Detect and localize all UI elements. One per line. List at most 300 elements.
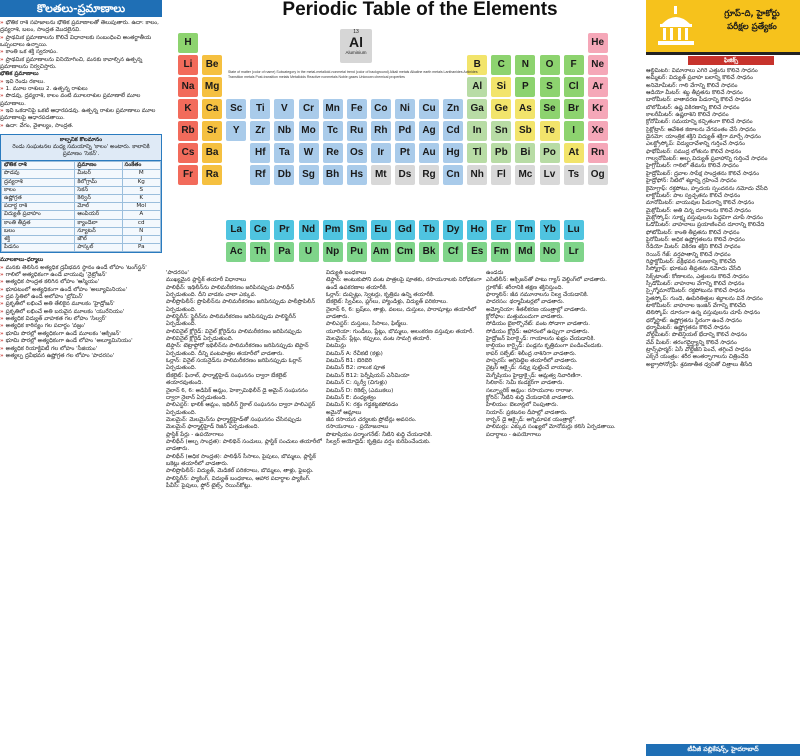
text-line: » ప్రాథమిక ప్రమాణాలను వినియోగించి, మనకు కావాల్సిన ఉత్పన్న ప్రమాణాలను నిర్వచిస్తారు. xyxy=(0,57,162,72)
table-row xyxy=(2,211,161,219)
table-cell: పదార్థ రాశి xyxy=(2,203,75,211)
table-cell: న్యూటన్ xyxy=(75,227,122,235)
element-au xyxy=(419,143,439,163)
element-bi xyxy=(515,143,535,163)
element-symbol: Br xyxy=(568,103,580,114)
element-rb xyxy=(178,121,198,141)
text-line: బొలోమీటర్: ఉష్ణ వికిరణాన్ని కొలిచే సాధనం xyxy=(646,104,740,111)
element-symbol: S xyxy=(546,81,553,92)
element-ds xyxy=(395,165,415,185)
text-line: నియాన్: ప్రకటనల దీపాల్లో వాడతారు. xyxy=(486,409,568,416)
text-line: ఫోటోమీటర్: కాంతి తీవ్రతను కొలిచే సాధనం xyxy=(646,229,740,236)
element-symbol: Au xyxy=(422,147,436,158)
text-line: విటమిన్ C: స్కర్వీ (చిగుళ్లు) xyxy=(326,380,388,387)
element-rn xyxy=(588,143,608,163)
table-row xyxy=(2,170,161,178)
element-cf xyxy=(443,242,463,262)
element-symbol: Li xyxy=(183,59,193,70)
element-symbol: Ta xyxy=(278,147,290,158)
text-line: పొటాషియం పర్మాంగనేట్: నీటిని శుద్ధి చేయడానికి. xyxy=(326,431,433,438)
element-symbol: No xyxy=(542,246,557,257)
element-symbol: Rh xyxy=(374,125,388,136)
element-sm xyxy=(347,220,367,240)
text-line: అమ్మోనియా: శీతలీకరణ యంత్రాల్లో వాడతారు. xyxy=(486,306,588,313)
element-ta xyxy=(274,143,294,163)
element-mg xyxy=(202,77,222,97)
table-cell: K xyxy=(122,194,161,202)
element-tm xyxy=(515,220,535,240)
element-o xyxy=(540,55,560,75)
text-line: ఫార్మాలిన్: జీవ నమూనాలను నిల్వ చేయడానికి. xyxy=(486,292,589,299)
text-line: » అత్యధిక విద్యుత్ వాహకత గల లోహం 'సిల్వర్' xyxy=(0,316,162,323)
element-symbol: Es xyxy=(471,246,484,257)
element-symbol: Eu xyxy=(374,224,388,235)
element-yb xyxy=(540,220,560,240)
text-line: » అత్యధిక కాఠిన్యం గల పదార్థం 'వజ్రం' xyxy=(0,323,162,330)
element-i xyxy=(564,121,584,141)
text-line: ముఖ్యమైన ప్లాస్టిక్ తయారీ విధానాలు xyxy=(166,277,247,284)
table-row xyxy=(2,219,161,227)
text-line: టాకోమీటర్: వాహనాల ఇంజిన్ వేగాన్ని కొలిచేది xyxy=(646,303,746,309)
text-line: రసాయనాలు - ప్రయోజనాలు xyxy=(326,424,389,431)
middle-column-3 xyxy=(486,270,642,756)
element-cl xyxy=(564,77,584,97)
element-ag xyxy=(419,121,439,141)
table-cell: కెల్విన్ xyxy=(75,194,122,202)
left-intro xyxy=(0,20,162,71)
element-sr xyxy=(202,121,222,141)
sub-heading-units: భౌతిక ప్రమాణాలు xyxy=(0,71,39,78)
element-as xyxy=(515,99,535,119)
element-symbol: Xe xyxy=(591,125,604,136)
units-table-title: కాల్పనిక కొలమానం xyxy=(59,137,103,144)
element-cs xyxy=(178,143,198,163)
element-no xyxy=(540,242,560,262)
element-symbol: Bh xyxy=(325,169,340,180)
text-line: క్లోరోఫాం: మత్తుమందుగా వాడతారు. xyxy=(486,314,564,321)
element-ra xyxy=(202,165,222,185)
element-eu xyxy=(371,220,391,240)
element-symbol: Hs xyxy=(350,169,364,180)
element-symbol: Ca xyxy=(205,103,219,114)
element-ts xyxy=(564,165,584,185)
element-symbol: Ac xyxy=(229,246,243,257)
element-symbol: Ar xyxy=(592,81,604,92)
units-table-caption: రెండు సంఘటనల మధ్య సమయాన్ని 'కాలం' అంటారు. కాలానికి ప్రమాణం 'సెకన్'. xyxy=(12,144,150,158)
element-u xyxy=(299,242,319,262)
element-symbol: Re xyxy=(326,147,339,158)
text-line: ఓర్లాన్: దుప్పట్లు, స్వెటర్లు, కృత్రిమ ఉన్ని తయారీకి. xyxy=(326,292,435,299)
element-symbol: La xyxy=(230,224,243,235)
table-cell: J xyxy=(122,235,161,243)
text-line: » ప్రకృతిలో లభించే అతి బరువైన మూలకం 'యురేనియం' xyxy=(0,309,162,316)
element-symbol: Al xyxy=(472,81,483,92)
text-line: ప్లాస్టిక్ పేర్లు - ఉపయోగాలు xyxy=(166,431,224,438)
element-ba xyxy=(202,143,222,163)
element-fr xyxy=(178,165,198,185)
table-cell: కాంతి తీవ్రత xyxy=(2,219,75,227)
element-cm xyxy=(395,242,415,262)
element-symbol: Zr xyxy=(255,125,266,136)
table-row xyxy=(2,227,161,235)
element-symbol: Cr xyxy=(302,103,315,114)
table-row xyxy=(2,186,161,194)
table-cell: S xyxy=(122,186,161,194)
units-table-col-header: సంకేతం xyxy=(122,162,161,170)
element-symbol: Tm xyxy=(517,224,533,235)
text-line: సల్ఫ్యూరిక్ ఆమ్లం: రసాయనాల రారాజు. xyxy=(486,387,574,394)
text-line: » పొడవు, ద్రవ్యరాశి, కాలం వంటి మూలరాశుల ప్రమాణాలే మూల ప్రమాణాలు. xyxy=(0,93,162,108)
element-pr xyxy=(274,220,294,240)
element-symbol: Rb xyxy=(181,125,195,136)
table-row xyxy=(2,178,161,186)
element-hf xyxy=(250,143,270,163)
table-cell: ద్రవ్యరాశి xyxy=(2,178,75,186)
element-es xyxy=(467,242,487,262)
units-table xyxy=(1,161,161,252)
text-line: » ఉదా: వేగం, వైశాల్యం, సాంద్రత. xyxy=(0,123,162,130)
text-line: హైగ్రోమీటర్: గాలిలో తేమను కొలిచే సాధనం xyxy=(646,163,739,170)
table-row xyxy=(2,235,161,243)
middle-column-2 xyxy=(326,270,482,756)
element-symbol: Co xyxy=(374,103,388,114)
element-symbol: Nd xyxy=(301,224,316,235)
element-symbol: Cl xyxy=(568,81,579,92)
sample-name: Aluminium xyxy=(345,50,367,55)
text-line: పాలిథీన్ (అధిక సాంద్రత): పాలిథీన్ సీసాలు, పైపులు, బొమ్మలు, ప్లాస్టిక్ బకెట్లు తయారీలో వాడతారు. xyxy=(166,453,316,467)
text-line: నైట్రస్ ఆక్సైడ్: నవ్వు పుట్టించే వాయువు. xyxy=(486,365,574,372)
text-line: పీవీసీ: పైపులు, ఫ్లోర్ టైల్స్, రెయిన్‌కోట్లు. xyxy=(166,482,252,489)
element-xe xyxy=(588,121,608,141)
element-symbol: Po xyxy=(543,147,556,158)
text-line: అమైనో ఆమ్లాలు xyxy=(326,409,362,416)
text-line: పాలిథీన్ (అల్ప సాంద్రత): పాలిథిన్ సంచులు, ప్లాస్టిక్ సంచులు తయారీలో వాడతారు. xyxy=(166,438,322,453)
element-symbol: Cf xyxy=(447,246,459,257)
element-ac xyxy=(226,242,246,262)
element-symbol: Pt xyxy=(399,147,410,158)
text-line: పాలిథీన్: ఇథిలీన్‌ను పాలిమరీకరణం జరిపినప్పుడు పాలిథీన్ ఏర్పడుతుంది. దీని వాడకం చాలా ఎక్కువ. xyxy=(166,284,295,299)
element-symbol: Og xyxy=(590,169,605,180)
element-be xyxy=(202,55,222,75)
periodic-table-title: Periodic Table of the Elements xyxy=(282,0,558,20)
text-line: పాలీప్రొపిలీన్: ప్రొపిలీన్‌ను పాలిమరీకరణం జరిపినప్పుడు పాలీప్రొపిలీన్ ఏర్పడుతుంది. xyxy=(166,299,316,313)
text-line: విటమిన్ B12: పెర్నీషియస్ ఎనీమియా xyxy=(326,372,410,379)
left-header: కొలతలు-ప్రమాణాలు xyxy=(0,0,162,17)
element-symbol: Ga xyxy=(470,103,484,114)
text-line: స్పైగ్మోమానోమీటర్: రక్తపోటును కొలిచే సాధనం xyxy=(646,288,746,295)
element-symbol: Na xyxy=(181,81,195,92)
text-line: ఉండదు xyxy=(486,270,504,276)
element-si xyxy=(491,77,511,97)
text-line: విటమిన్ K: రక్తం గడ్డకట్టకపోవడం xyxy=(326,402,399,409)
text-line: పాలిఎస్టర్: థాలిక్ ఆమ్లం, ఇథిలీన్ గ్లైకాల్ సంఘననం ద్వారా పాలిఎస్టర్ ఏర్పడుతుంది. xyxy=(166,402,316,416)
element-symbol: Lu xyxy=(567,224,580,235)
element-symbol: Rg xyxy=(422,169,436,180)
text-line: టెఫ్లాన్: అంటుకుపోని వంట పాత్రలపై పూతకు, రసాయనాలకు నిరోధకంగా ఉండే ఉపకరణాల తయారీకి. xyxy=(326,277,482,291)
element-db xyxy=(274,165,294,185)
element-symbol: Pb xyxy=(494,147,508,158)
element-ti xyxy=(250,99,270,119)
element-k xyxy=(178,99,198,119)
element-pm xyxy=(323,220,343,240)
text-line: కార్బన్ డై ఆక్సైడ్: అగ్నిమాపక యంత్రాల్లో. xyxy=(486,416,577,423)
element-symbol: Rn xyxy=(591,147,605,158)
element-symbol: Kr xyxy=(592,103,604,114)
text-line: అనిమోమీటర్: గాలి వేగాన్ని కొలిచే సాధనం xyxy=(646,82,738,89)
text-line: సీస్మోగ్రాఫ్: భూకంప తీవ్రతను నమోదు చేసేది xyxy=(646,266,741,273)
table-cell: క్యాండెలా xyxy=(75,219,122,227)
text-line: పైరోమీటర్: అధిక ఉష్ణోగ్రతలను కొలిచే సాధనం xyxy=(646,236,745,243)
text-line: మానోమీటర్: వాయువుల పీడనాన్ని కొలిచే సాధనం xyxy=(646,200,755,207)
text-line: బారోమీటర్: వాతావరణ పీడనాన్ని కొలిచే సాధనం xyxy=(646,97,752,104)
text-line: కాపర్ సల్ఫేట్: శిలీంద్ర నాశినిగా వాడతారు. xyxy=(486,350,577,357)
element-la xyxy=(226,220,246,240)
table-cell: Mol xyxy=(122,203,161,211)
element-ir xyxy=(371,143,391,163)
element-symbol: Fr xyxy=(183,169,193,180)
element-sc xyxy=(226,99,246,119)
element-symbol: Mg xyxy=(204,81,220,92)
element-pa xyxy=(274,242,294,262)
element-symbol: Rf xyxy=(255,169,266,180)
element-na xyxy=(178,77,198,97)
text-line: » భూపటంలో అత్యధికంగా ఉండే లోహం 'అల్యూమినియం' xyxy=(0,287,162,294)
element-symbol: P xyxy=(522,81,529,92)
element-symbol: At xyxy=(568,147,579,158)
element-symbol: Bi xyxy=(520,147,531,158)
publisher-footer: టీవీజీ పబ్లికేషన్స్, హైదరాబాద్ xyxy=(646,744,800,756)
text-line: సైక్లోట్రాన్: ఆవేశిత కణాలను వేగవంతం చేసే సాధనం xyxy=(646,126,756,133)
element-symbol: Fl xyxy=(496,169,506,180)
text-line: విటమిన్ E: వంధ్యత్వం xyxy=(326,394,376,401)
element-symbol: Mt xyxy=(374,169,387,180)
text-line: థర్మామీటర్: ఉష్ణోగ్రతను కొలిచే సాధనం xyxy=(646,325,730,332)
table-cell: సెకన్ xyxy=(75,186,122,194)
element-symbol: Ir xyxy=(377,147,385,158)
element-ar xyxy=(588,77,608,97)
element-symbol: Si xyxy=(496,81,507,92)
element-symbol: Pm xyxy=(324,224,341,235)
text-line: » ఇవి రెండు రకాలు. xyxy=(0,79,162,86)
table-cell: కాలం xyxy=(2,186,75,194)
element-sb xyxy=(515,121,535,141)
element-symbol: Sn xyxy=(494,125,508,136)
table-cell: ఉష్ణోగ్రత xyxy=(2,194,75,202)
text-line: సిలికాన్: సెమీ కండక్టర్‌గా వాడతారు. xyxy=(486,380,565,387)
element-ru xyxy=(347,121,367,141)
element-w xyxy=(299,143,319,163)
element-br xyxy=(564,99,584,119)
element-md xyxy=(515,242,535,262)
table-cell: Pa xyxy=(122,244,161,252)
text-line: పాలిస్టైరీన్: స్టైరీన్‌ను పాలిమరీకరణం జరిపినప్పుడు పాలిస్టైరీన్ ఏర్పడుతుంది. xyxy=(166,314,296,328)
physics-section-label: ఫిజిక్స్ xyxy=(688,56,774,65)
text-line: » ప్రకృతిలో లభించే అతి తేలికైన మూలకం 'హైడ్రోజన్' xyxy=(0,301,162,308)
element-symbol: Md xyxy=(518,246,533,257)
table-cell: A xyxy=(122,211,161,219)
sample-symbol: Al xyxy=(349,34,363,50)
element-symbol: Pu xyxy=(350,246,364,257)
text-line: క్రోనోమీటర్: సమయాన్ని కచ్చితంగా కొలిచే సాధనం xyxy=(646,119,753,126)
text-line: విటమిన్ D: రికెట్స్ (ఎముకలు) xyxy=(326,387,394,394)
element-c xyxy=(491,55,511,75)
text-line: గ్లూకోజ్: శరీరానికి తక్షణ శక్తినిస్తుంది. xyxy=(486,284,564,291)
text-line: కైమోగ్రాఫ్: రక్తపోటు, హృదయ స్పందనను నమోదు చేసేది xyxy=(646,185,768,192)
element-symbol: Tc xyxy=(327,125,339,136)
element-h xyxy=(178,33,198,53)
element-symbol: Ge xyxy=(494,103,508,114)
text-line: కాలరీమీటర్: ఉష్ణరాశిని కొలిచే సాధనం xyxy=(646,112,729,119)
text-line: » కాంతి ఒక శక్తి స్వరూపం. xyxy=(0,49,162,56)
element-symbol: Ce xyxy=(253,224,267,235)
element-fe xyxy=(347,99,367,119)
element-hs xyxy=(347,165,367,185)
text-line: » అత్యధిక సాంద్రత కలిగిన లోహం 'ఆస్మియం' xyxy=(0,279,162,286)
element-tl xyxy=(467,143,487,163)
building-icon xyxy=(654,4,698,48)
table-cell: పొడవు xyxy=(2,170,75,178)
text-line: » ఇవి ఒకదానిపై ఒకటి ఆధారపడవు. ఉత్పన్న రాశుల ప్రమాణాలు మూల ప్రమాణాలపై ఆధారపడతాయి. xyxy=(0,108,162,123)
element-symbol: Pd xyxy=(398,125,412,136)
element-am xyxy=(371,242,391,262)
element-og xyxy=(588,165,608,185)
table-row xyxy=(2,244,161,252)
text-line: స్పీడోమీటర్: వాహనాల వేగాన్ని కొలిచే సాధనం xyxy=(646,280,745,287)
text-line: నైలాన్ 6, 6: బ్రష్‌లు, తాళ్లు, వలలు, దుస్తులు, పారాషూట్లు తయారీలో వాడతారు. xyxy=(326,306,477,321)
table-cell: ఆంపియర్ xyxy=(75,211,122,219)
element-s xyxy=(540,77,560,97)
text-line: » గాలిలో అత్యధికంగా ఉండే వాయువు 'నైట్రోజన్' xyxy=(0,272,162,279)
element-ga xyxy=(467,99,487,119)
text-line: టెలిస్కోప్: దూరంగా ఉన్న వస్తువులను చూపే సాధనం xyxy=(646,310,761,317)
text-line: పాలిఎస్టర్: దుస్తులు, సీసాలు, ఫిల్మ్‌లు. xyxy=(326,321,408,328)
text-line: » భూమి పొరల్లో అత్యధికంగా ఉండే మూలకం 'ఆక్సిజన్' xyxy=(0,331,162,338)
text-line: విటమిన్ A: రేచీకటి (కళ్లు) xyxy=(326,350,383,357)
element-symbol: Fm xyxy=(493,246,509,257)
element-rf xyxy=(250,165,270,185)
text-line: ఫాథోమీటర్: సముద్ర లోతును కొలిచే సాధనం xyxy=(646,148,742,155)
element-cu xyxy=(419,99,439,119)
text-line: కాల్షియం కార్బైడ్: పండ్లను కృత్రిమంగా పండించేందుకు. xyxy=(486,343,604,350)
text-line: అమ్మీటర్: విద్యుత్ ప్రవాహ బలాన్ని కొలిచే సాధనం xyxy=(646,75,753,82)
table-cell: శక్తి xyxy=(2,235,75,243)
element-ce xyxy=(250,220,270,240)
element-symbol: B xyxy=(473,59,481,70)
units-table-box xyxy=(0,134,162,253)
element-symbol: Sb xyxy=(519,125,532,136)
text-line: డైనమో: యాంత్రిక శక్తిని విద్యుత్ శక్తిగా మార్చే సాధనం xyxy=(646,134,761,141)
element-cd xyxy=(443,121,463,141)
table-cell: N xyxy=(122,227,161,235)
text-line: విటమిన్ B2: నాలుక పూత xyxy=(326,365,386,372)
text-line: రెయిన్ గేజ్: వర్షపాతాన్ని కొలిచే సాధనం xyxy=(646,251,731,258)
text-line: ఎక్స్‌రే యంత్రం: శరీర అంతర్భాగాలను చిత్రించేది xyxy=(646,354,749,361)
element-fl xyxy=(491,165,511,185)
element-symbol: Np xyxy=(325,246,340,257)
element-pt xyxy=(395,143,415,163)
exam-badge xyxy=(646,0,800,52)
text-line: వోల్ట్‌మీటర్: పొటెన్షియల్ భేదాన్ని కొలిచే సాధనం xyxy=(646,332,748,339)
text-line: బేకలైట్: స్విచ్‌లు, ప్లగ్‌లు, హ్యాండిళ్లు, విద్యుత్ పరికరాలు. xyxy=(326,299,448,306)
element-symbol: Hf xyxy=(255,147,266,158)
element-symbol: C xyxy=(497,59,505,70)
element-symbol: Db xyxy=(277,169,292,180)
text-line: లాక్టోమీటర్: పాల స్వచ్ఛతను కొలిచే సాధనం xyxy=(646,192,741,199)
sample-element-key xyxy=(340,29,372,63)
element-symbol: Cm xyxy=(396,246,413,257)
element-mc xyxy=(515,165,535,185)
text-line: » భూమి పొరల్లో అత్యధికంగా ఉండే లోహం 'అల్యూమినియం' xyxy=(0,338,162,345)
text-line: పాలిస్టైరీన్: ప్యాకింగ్, విద్యుత్ బంధకాలు, ఆహార పదార్థాల ప్యాకింగ్. xyxy=(166,475,311,482)
text-line: సెక్స్‌టాంట్: కోణాలను, ఎత్తులను కొలిచే సాధనం xyxy=(646,273,749,280)
element-symbol: Sr xyxy=(206,125,218,136)
element-symbol: Ti xyxy=(255,103,265,114)
text-line: 'పాదరసం' xyxy=(166,270,189,276)
sample-number: 13 xyxy=(353,29,359,35)
text-line: » ప్రాథమిక ప్రమాణాలను కొలిచే విధానాలకు సంబంధించి అంతర్జాతీయ ఒప్పందాలు ఉన్నాయి. xyxy=(0,35,162,50)
element-symbol: O xyxy=(545,59,554,70)
element-th xyxy=(250,242,270,262)
text-line: ఓడోమీటర్: వాహనాలు ప్రయాణించిన దూరాన్ని కొలిచేది xyxy=(646,222,765,229)
text-line: విద్యుత్ బంధకాలు xyxy=(326,270,367,276)
element-p xyxy=(515,77,535,97)
text-line: పాదరసం: థర్మామీటర్లలో వాడతారు. xyxy=(486,299,565,306)
text-line: » మనకు తెలిసిన అత్యధిక ద్రవీభవన స్థానం ఉండే లోహం 'టంగ్‌స్టన్' xyxy=(0,265,162,272)
middle-column-1 xyxy=(166,270,322,756)
table-cell: బలం xyxy=(2,227,75,235)
table-cell: మోల్ xyxy=(75,203,122,211)
element-kr xyxy=(588,99,608,119)
element-mo xyxy=(299,121,319,141)
element-co xyxy=(371,99,391,119)
text-line: మెగ్నీషియం హైడ్రాక్సైడ్: ఆమ్లత్వ నివారిణిగా. xyxy=(486,372,583,379)
element-symbol: Sg xyxy=(302,169,315,180)
element-mt xyxy=(371,165,391,185)
element-lv xyxy=(540,165,560,185)
element-os xyxy=(347,143,367,163)
units-table-col-header: ప్రమాణం xyxy=(75,162,122,170)
table-cell: M xyxy=(122,170,161,178)
element-re xyxy=(323,143,343,163)
element-n xyxy=(515,55,535,75)
text-line: హైడ్రోఫోన్: నీటిలో శబ్దాన్ని గ్రహించే సాధనం xyxy=(646,178,737,185)
text-line: ట్రాన్స్‌ఫార్మర్: ఏసీ వోల్టేజీని పెంచే, తగ్గించే సాధనం xyxy=(646,347,752,354)
element-symbol: Bk xyxy=(422,246,436,257)
element-symbol: Os xyxy=(350,147,364,158)
element-symbol: H xyxy=(184,37,192,48)
element-cr xyxy=(299,99,319,119)
text-line: ఎలక్ట్రోస్కోప్: విద్యుదావేశాన్ని గుర్తించే సాధనం xyxy=(646,141,745,148)
text-line: ఆల్టీమీటర్: విమానాలు ఎగిరే ఎత్తును కొలిచే సాధనం xyxy=(646,68,758,74)
element-symbol: Mc xyxy=(518,169,533,180)
element-lr xyxy=(564,242,584,262)
element-bk xyxy=(419,242,439,262)
table-row xyxy=(2,194,161,202)
element-symbol: N xyxy=(521,59,529,70)
text-line: సోడియం బైకార్బొనేట్: వంట సోడాగా వాడతారు. xyxy=(486,321,590,328)
element-symbol: Nh xyxy=(470,169,484,180)
element-zr xyxy=(250,121,270,141)
table-cell: పాస్కల్ xyxy=(75,244,122,252)
units-table-col-header: భౌతిక రాశి xyxy=(2,162,75,170)
text-line: హైడ్రోజన్ పెరాక్సైడ్: గాయాలను శుభ్రం చేయడానికి. xyxy=(486,336,596,343)
left-sub2-list xyxy=(0,265,162,360)
element-symbol: Nb xyxy=(277,125,292,136)
right-column xyxy=(646,68,800,742)
element-symbol: Ba xyxy=(205,147,219,158)
text-line: » ద్రవ స్థితిలో ఉండే అలోహం 'బ్రోమిన్' xyxy=(0,294,162,301)
element-symbol: Dy xyxy=(446,224,460,235)
